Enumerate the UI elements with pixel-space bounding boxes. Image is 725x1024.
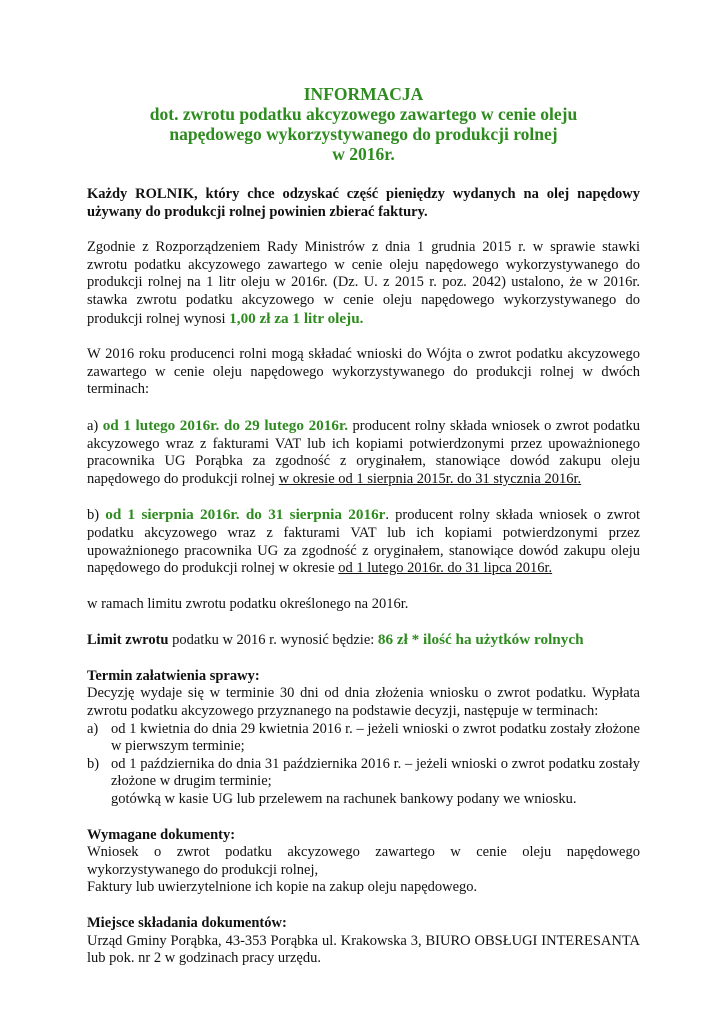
settlement-item-b-text: od 1 października do dnia 31 października 2016 r. – jeżeli wnioski o zwrot podatku zostały złożone w drugim terminie;	[111, 755, 640, 790]
documents-section	[87, 827, 640, 897]
settlement-text: Decyzję wydaje się w terminie 30 dni od dnia złożenia wniosku o zwrot podatku. Wypłata zwrotu podatku akcyzowego przyznanego na podstawie decyzji, następuje w terminach:	[87, 685, 640, 720]
term-b-invoice-period: od 1 lutego 2016r. do 31 lipca 2016r.	[338, 560, 553, 577]
term-b-marker: b)	[87, 507, 100, 524]
settlement-item-a-text: od 1 kwietnia do dnia 29 kwietnia 2016 r. – jeżeli wnioski o zwrot podatku zostały złożone w pierwszym terminie;	[111, 720, 640, 755]
documents-heading: Wymagane dokumenty:	[87, 826, 236, 843]
settlement-section	[87, 668, 640, 809]
term-a-invoice-period: w okresie od 1 sierpnia 2015r. do 31 stycznia 2016r.	[278, 470, 582, 487]
settlement-payment	[87, 791, 640, 809]
term-b-paragraph	[87, 506, 640, 577]
document-title	[87, 84, 640, 164]
limit-note: w ramach limitu zwrotu podatku określonego na 2016r.	[87, 595, 409, 612]
regulation-text: Zgodnie z Rozporządzeniem Rady Ministrów z dnia 1 grudnia 2015 r. w sprawie stawki zwrotu podatku akcyzowego zawartego w cenie oleju napędowego wykorzystywanego do produkcji rolnej na 1 litr oleju w 2016r. (Dz. U. z 2015 r. poz. 2042) ustalono, że w 2016r. stawka zwrotu podatku akcyzowego w cenie oleju napędowego wykorzystywanego do produkcji rolnej wynosi	[87, 239, 640, 327]
documents-line-2: Faktury lub uwierzytelnione ich kopie na zakup oleju napędowego.	[87, 879, 478, 896]
term-a-paragraph	[87, 417, 640, 488]
intro-paragraph: Każdy ROLNIK, który chce odzyskać część pieniędzy wydanych na olej napędowy używany do produkcji rolnej powinien zbierać faktury.	[87, 186, 640, 220]
title-line-2: dot. zwrotu podatku akcyzowego zawartego w cenie oleju	[149, 104, 578, 124]
settlement-payment-text: gotówką w kasie UG lub przelewem na rachunek bankowy podany we wniosku.	[111, 791, 577, 808]
title-line-1: INFORMACJA	[303, 84, 424, 104]
terms-intro-paragraph: W 2016 roku producenci rolni mogą składać wnioski do Wójta o zwrot podatku akcyzowego zawartego w cenie oleju napędowego wykorzystywanego do produkcji rolnej w dwóch terminach:	[87, 346, 640, 398]
settlement-item-b	[87, 756, 640, 791]
term-b-text: . producent rolny składa wniosek o zwrot podatku akcyzowego wraz z fakturami VAT lub ich kopiami potwierdzonymi przez upoważnionego pracownika UG za zgodność z oryginałem, stanowiące dowód zakupu oleju napędowego do produkcji rolnej w okresie	[87, 507, 640, 577]
document-page	[87, 84, 640, 968]
term-a-marker: a)	[87, 417, 99, 434]
documents-line-1: Wniosek o zwrot podatku akcyzowego zawartego w cenie oleju napędowego wykorzystywanego do produkcji rolnej,	[87, 844, 640, 878]
place-heading: Miejsce składania dokumentów:	[87, 915, 287, 931]
limit-label: Limit zwrotu	[87, 632, 169, 649]
settlement-item-a	[87, 721, 640, 756]
regulation-paragraph	[87, 239, 640, 328]
title-line-3: napędowego wykorzystywanego do produkcji rolnej	[169, 124, 558, 144]
limit-paragraph	[87, 631, 640, 650]
term-a-text: producent rolny składa wniosek o zwrot podatku akcyzowego wraz z fakturami VAT lub ich kopiami potwierdzonymi przez upoważnionego pracownika UG Porąbka za zgodność z oryginałem, stanowiące dowód zakupu oleju napędowego do produkcji rolnej	[87, 417, 641, 487]
term-a-period: od 1 lutego 2016r. do 29 lutego 2016r.	[102, 416, 349, 434]
limit-text: podatku w 2016 r. wynosić będzie:	[168, 632, 378, 649]
term-b-period: od 1 sierpnia 2016r. do 31 sierpnia 2016r	[105, 506, 386, 524]
place-text: Urząd Gminy Porąbka, 43-353 Porąbka ul. Krakowska 3, BIURO OBSŁUGI INTERESANTA lub pok. nr 2 w godzinach pracy urzędu.	[87, 932, 640, 967]
refund-rate: 1,00 zł za 1 litr oleju.	[229, 309, 364, 327]
settlement-item-b-marker: b)	[87, 755, 100, 772]
title-line-4: w 2016r.	[332, 144, 395, 164]
settlement-item-a-marker: a)	[87, 720, 99, 737]
limit-value: 86 zł * ilość ha użytków rolnych	[377, 631, 584, 649]
settlement-heading: Termin załatwienia sprawy:	[87, 667, 260, 684]
place-section	[87, 915, 640, 968]
